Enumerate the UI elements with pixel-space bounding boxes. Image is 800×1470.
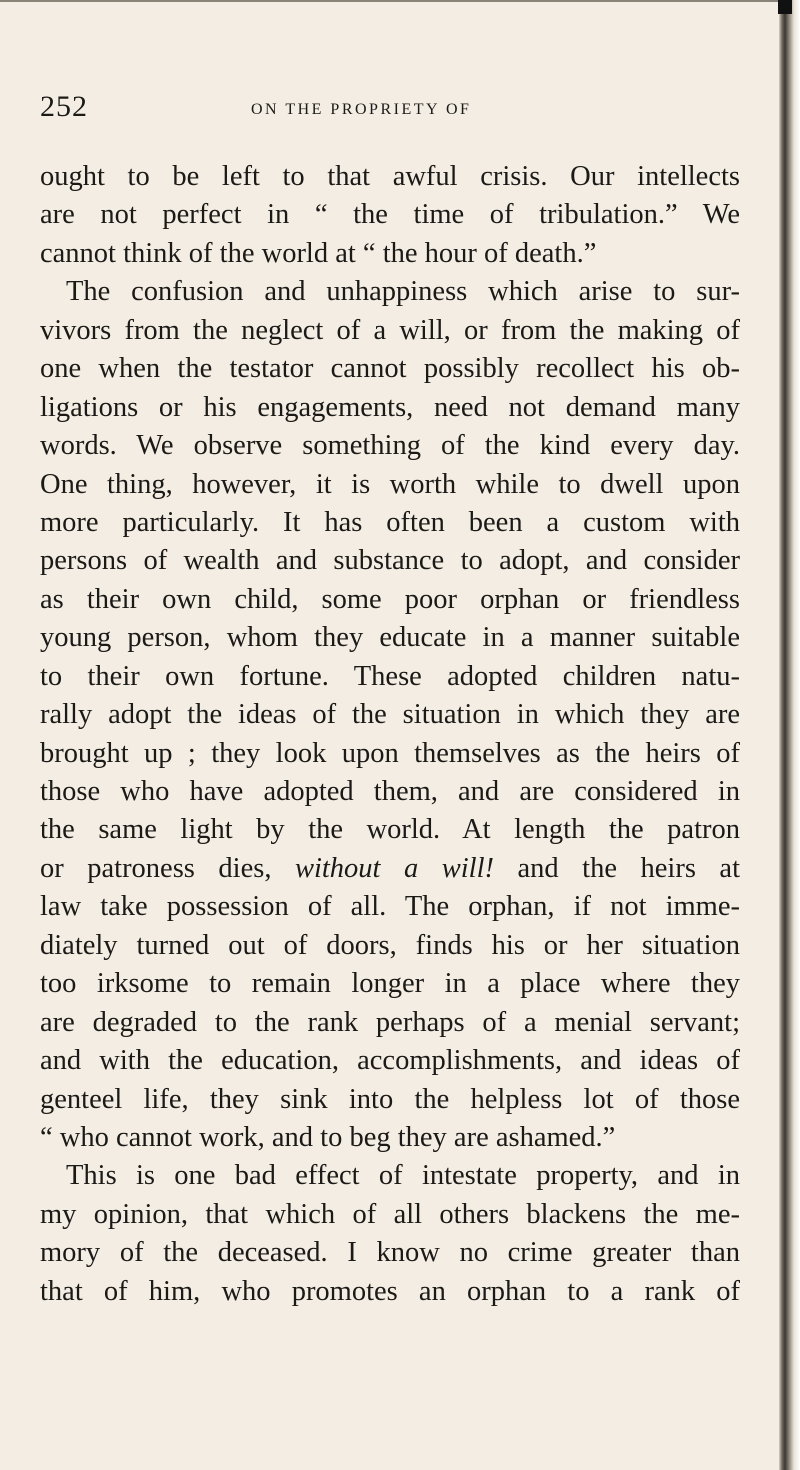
text-line: my opinion, that which of all others blackens the me- [40,1198,740,1230]
paragraph-start-line: The confusion and unhappiness which arise to sur- [66,276,740,308]
text-line: mory of the deceased. I know no crime greater than [40,1237,740,1269]
text-segment: or patroness dies, [40,852,295,884]
text-line: young person, whom they educate in a manner suitable [40,622,740,654]
body-text [40,158,740,1311]
text-line: diately turned out of doors, finds his or her situation [40,929,740,961]
text-line: vivors from the neglect of a will, or from the making of [40,314,740,346]
text-line: genteel life, they sink into the helpless lot of those [40,1083,740,1115]
text-line: that of him, who promotes an orphan to a rank of [40,1275,740,1307]
text-line: are degraded to the rank perhaps of a menial servant; [40,1006,740,1038]
text-line: those who have adopted them, and are considered in [40,776,740,807]
text-line: law take possession of all. The orphan, if not imme- [40,891,740,923]
text-line: more particularly. It has often been a custom with [40,506,740,538]
text-line: are not perfect in “ the time of tribulation.” We [40,199,740,231]
text-line: and with the education, accomplishments, and ideas of [40,1045,740,1077]
page-header [40,92,760,122]
text-line: persons of wealth and substance to adopt, and consider [40,545,740,577]
text-line: cannot think of the world at “ the hour of death.” [40,237,597,269]
corner-mark [778,0,792,14]
text-line: brought up ; they look upon themselves as the heirs of [40,737,740,769]
top-rule [0,0,790,2]
text-line: words. We observe something of the kind every day. [40,430,740,462]
text-segment: and the heirs at [494,852,740,884]
text-line: ligations or his engagements, need not demand many [40,391,740,423]
text-line: to their own fortune. These adopted children natu- [40,660,740,692]
text-line: too irksome to remain longer in a place where they [40,968,740,1000]
running-head: ON THE PROPRIETY OF [251,101,472,118]
italic-phrase: without a will! [294,852,494,884]
text-line: ought to be left to that awful crisis. Our intellects [40,161,740,192]
text-line: One thing, however, it is worth while to dwell upon [40,468,740,500]
page-edge [779,0,800,1470]
page-number: 252 [40,90,88,123]
text-line: “ who cannot work, and to beg they are ashamed.” [40,1121,616,1153]
paragraph-start-line: This is one bad effect of intestate property, and in [66,1160,740,1192]
text-line: the same light by the world. At length the patron [40,814,740,846]
text-line-with-italic [40,850,740,888]
text-line: rally adopt the ideas of the situation in which they are [40,699,740,731]
text-line: one when the testator cannot possibly recollect his ob- [40,353,740,385]
text-line: as their own child, some poor orphan or friendless [40,583,740,615]
